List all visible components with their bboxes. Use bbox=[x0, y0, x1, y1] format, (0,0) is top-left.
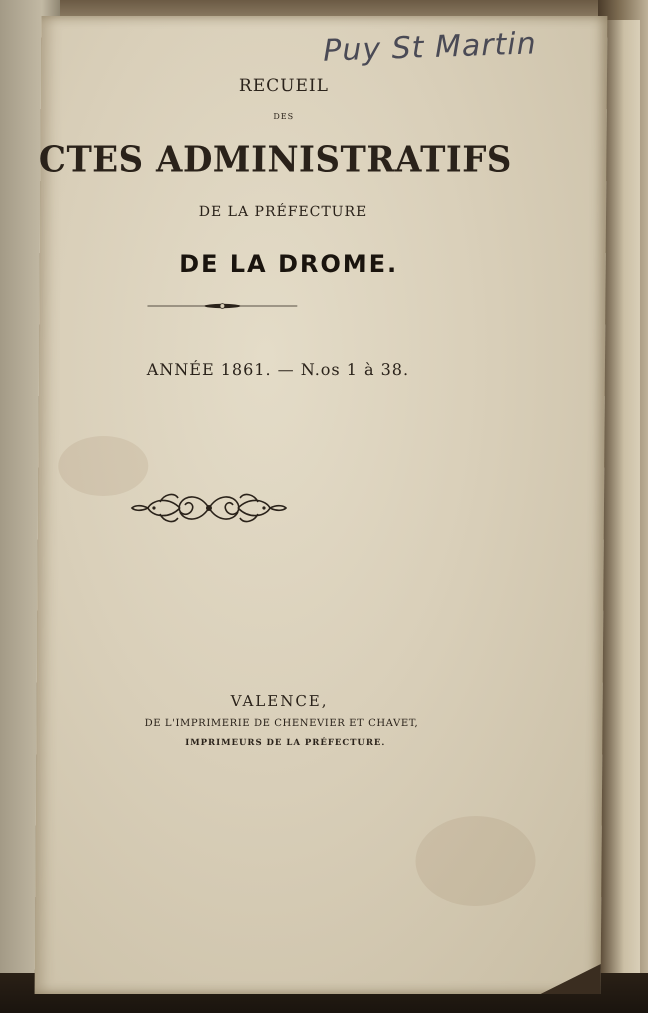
main-title: CTES ADMINISTRATIFS bbox=[38, 139, 513, 181]
year-line: ANNÉE 1861. — N.os 1 à 38. bbox=[146, 360, 410, 379]
handwritten-note: Puy St Martin bbox=[322, 26, 538, 69]
page-corner-shadow bbox=[541, 964, 601, 994]
recueil-heading: RECUEIL bbox=[238, 76, 329, 96]
city-line: VALENCE, bbox=[230, 692, 329, 710]
paper-stain bbox=[415, 816, 536, 906]
des-line: DES bbox=[273, 112, 295, 121]
printer-role-line: IMPRIMEURS DE LA PRÉFECTURE. bbox=[185, 738, 386, 748]
department-title: DE LA DROME. bbox=[179, 250, 399, 278]
prefecture-line: DE LA PRÉFECTURE bbox=[198, 204, 368, 220]
decorative-rule bbox=[147, 302, 297, 310]
title-page bbox=[35, 16, 608, 994]
printer-line: DE L'IMPRIMERIE DE CHENEVIER ET CHAVET, bbox=[144, 718, 419, 729]
ornament-vignette bbox=[130, 486, 288, 530]
